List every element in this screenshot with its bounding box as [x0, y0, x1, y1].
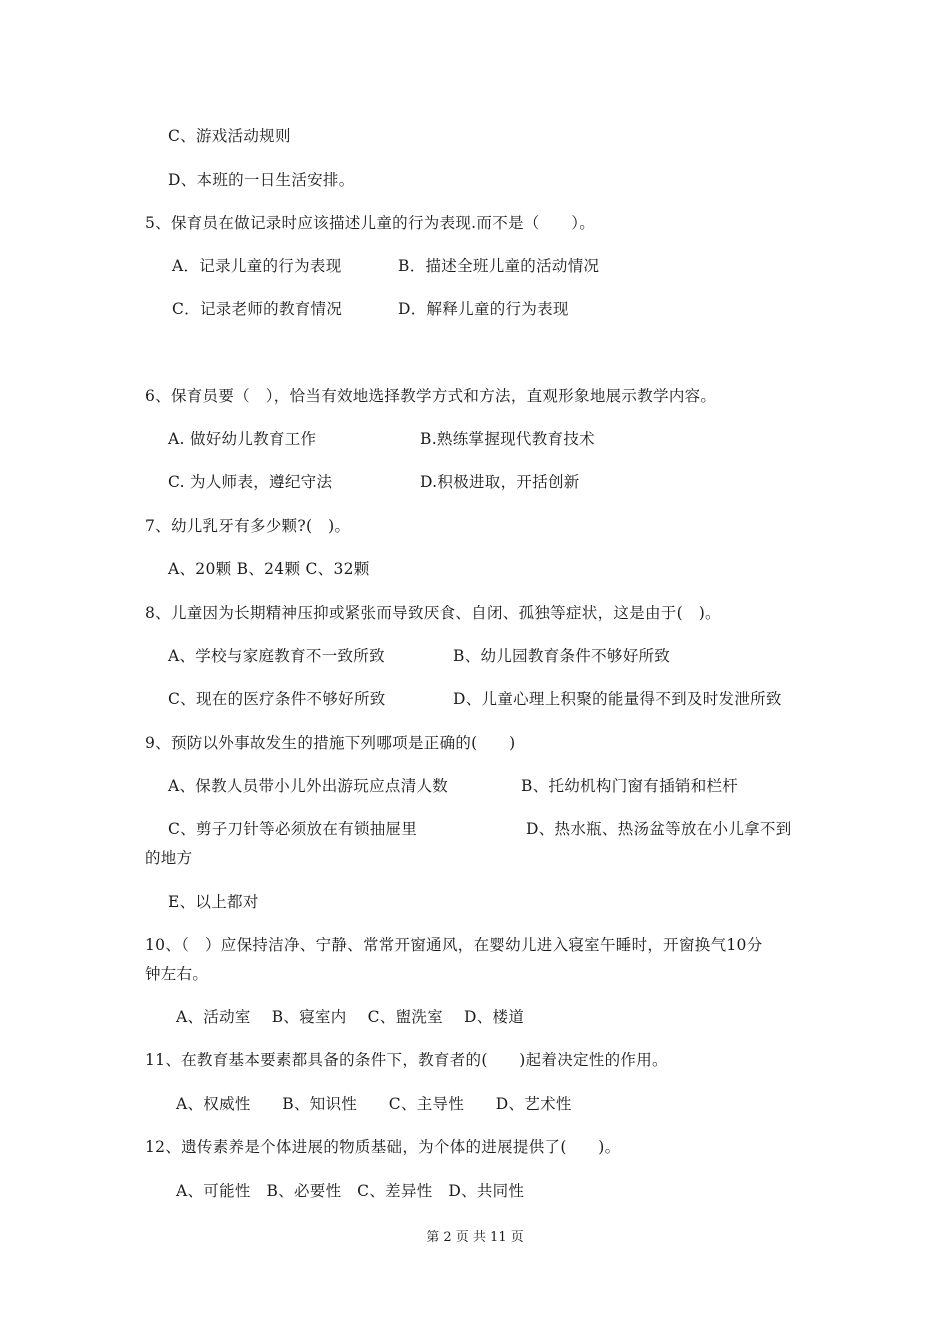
q12-options: A、可能性 B、必要性 C、差异性 D、共同性: [176, 1182, 525, 1200]
q11-options: A、权威性 B、知识性 C、主导性 D、艺术性: [176, 1095, 572, 1113]
q6-option-b: B.熟练掌握现代教育技术: [420, 430, 595, 448]
q9-option-d: D、热水瓶、热汤盆等放在小儿拿不到: [526, 820, 792, 838]
q5-option-d: D．解释儿童的行为表现: [398, 300, 569, 318]
q9-option-c: C、剪子刀针等必须放在有锁抽屉里: [168, 820, 418, 838]
q8-option-b: B、幼儿园教育条件不够好所致: [453, 647, 671, 665]
q9-option-e: E、以上都对: [168, 893, 259, 911]
q5-option-c: C．记录老师的教育情况: [172, 300, 343, 318]
page-footer: 第 2 页 共 11 页: [426, 1230, 524, 1245]
q6-option-a: A. 做好幼儿教育工作: [168, 430, 317, 448]
q10-options: A、活动室 B、寝室内 C、盥洗室 D、楼道: [176, 1008, 525, 1026]
question-11: 11、在教育基本要素都具备的条件下，教育者的( )起着决定性的作用。: [145, 1051, 668, 1069]
question-10-continued: 钟左右。: [145, 965, 209, 983]
q8-option-d: D、儿童心理上积聚的能量得不到及时发泄所致: [453, 690, 782, 708]
question-12: 12、遗传素养是个体进展的物质基础，为个体的进展提供了( )。: [145, 1138, 621, 1156]
q8-option-c: C、现在的医疗条件不够好所致: [168, 690, 386, 708]
q6-option-c: C. 为人师表，遵纪守法: [168, 473, 333, 491]
q8-option-a: A、学校与家庭教育不一致所致: [168, 647, 385, 665]
question-10: 10、（ ）应保持洁净、宁静、常常开窗通风，在婴幼儿进入寝室午睡时，开窗换气10分: [145, 936, 763, 954]
question-8: 8、儿童因为长期精神压抑或紧张而导致厌食、自闭、孤独等症状，这是由于( )。: [145, 604, 721, 622]
q7-options: A、20颗 B、24颗 C、32颗: [168, 560, 370, 578]
q5-option-a: A．记录儿童的行为表现: [172, 257, 342, 275]
q5-option-b: B．描述全班儿童的活动情况: [398, 257, 600, 275]
question-7: 7、幼儿乳牙有多少颗?( )。: [145, 517, 351, 535]
option-d: D、本班的一日生活安排。: [168, 171, 355, 189]
q9-option-b: B、托幼机构门窗有插销和栏杆: [521, 777, 739, 795]
q6-option-d: D.积极进取，开括创新: [420, 473, 580, 491]
q9-option-a: A、保教人员带小儿外出游玩应点清人数: [168, 777, 449, 795]
question-6: 6、保育员要（ ），恰当有效地选择教学方式和方法，直观形象地展示教学内容。: [145, 387, 717, 405]
q9-option-d-continued: 的地方: [145, 849, 193, 867]
question-9: 9、预防以外事故发生的措施下列哪项是正确的( ): [145, 734, 516, 752]
question-5: 5、保育员在做记录时应该描述儿童的行为表现.而不是（ ）。: [145, 214, 596, 232]
option-c: C、游戏活动规则: [168, 127, 291, 145]
